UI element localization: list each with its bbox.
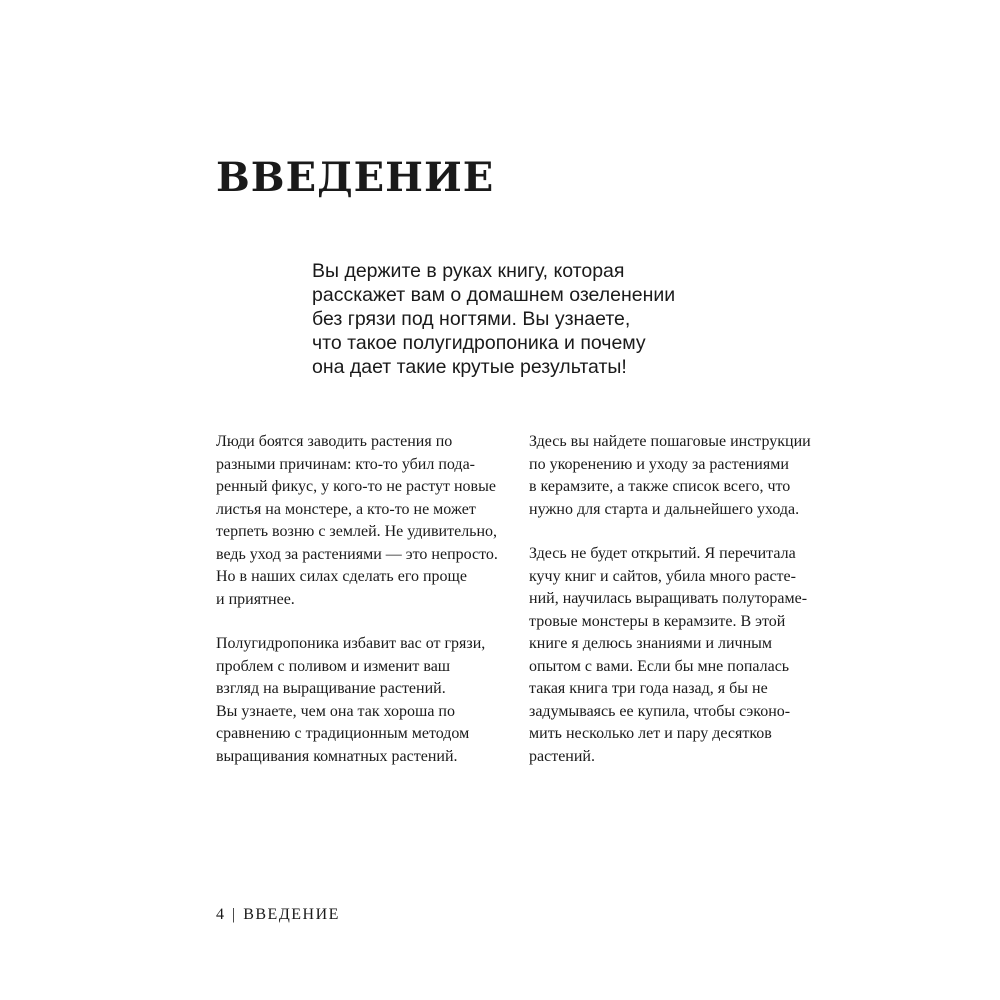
left-paragraph-2 <box>216 633 526 768</box>
text-line: Вы узнаете, чем она так хороша по <box>216 702 455 720</box>
text-line: разными причинам: кто-то убил пода- <box>216 455 475 473</box>
lead-line: без грязи под ногтями. Вы узнаете, <box>312 308 631 330</box>
lead-line: расскажет вам о домашнем озеленении <box>312 284 676 306</box>
text-line: ренный фикус, у кого-то не растут новые <box>216 478 496 495</box>
text-line: книге я делюсь знаниями и личным <box>529 635 773 652</box>
page-footer <box>216 904 340 926</box>
text-line: Здесь вы найдете пошаговые инструкции <box>529 433 811 450</box>
text-line: взгляд на выращивание растений. <box>216 680 446 697</box>
text-line: ний, научилась выращивать полутораме- <box>529 590 808 607</box>
left-paragraph-1 <box>216 431 526 611</box>
text-line: такая книга три года назад, я бы не <box>529 680 768 697</box>
page-number: 4 <box>216 906 224 923</box>
text-line: сравнению с традиционным методом <box>216 725 470 742</box>
lead-line: Вы держите в руках книгу, которая <box>312 260 625 282</box>
text-line: проблем с поливом и изменит ваш <box>216 657 451 675</box>
text-line: терпеть возню с землей. Не удивительно, <box>216 523 498 540</box>
text-line: листья на монстере, а кто-то не может <box>216 500 476 518</box>
text-line: мить несколько лет и пару десятков <box>529 725 772 742</box>
text-line: по укоренению и уходу за растениями <box>529 455 789 473</box>
text-line: опытом с вами. Если бы мне попалась <box>529 657 790 675</box>
text-line: задумываясь ее купила, чтобы сэконо- <box>529 702 791 720</box>
right-column <box>529 431 839 790</box>
text-line: ведь уход за растениями — это непросто. <box>216 545 498 563</box>
right-paragraph-1 <box>529 431 839 521</box>
chapter-title: ВВЕДЕНИЕ <box>216 154 495 201</box>
text-line: в керамзите, а также список всего, что <box>529 478 791 495</box>
lead-line: что такое полугидропоника и почему <box>312 332 646 354</box>
text-line: кучу книг и сайтов, убила много расте- <box>529 567 796 585</box>
text-line: Полугидропоника избавит вас от грязи, <box>216 635 486 652</box>
footer-separator: | <box>232 906 236 923</box>
text-line: Здесь не будет открытий. Я перечитала <box>529 545 796 562</box>
text-line: нужно для старта и дальнейшего ухода. <box>529 500 800 518</box>
text-line: Люди боятся заводить растения по <box>216 433 453 450</box>
lead-paragraph <box>312 259 732 379</box>
text-line: тровые монстеры в керамзите. В этой <box>529 612 786 630</box>
text-line: и приятнее. <box>216 590 295 608</box>
text-line: выращивания комнатных растений. <box>216 747 458 765</box>
text-line: растений. <box>529 747 595 765</box>
lead-line: она дает такие крутые результаты! <box>312 356 627 378</box>
right-paragraph-2 <box>529 543 839 768</box>
running-section-title: ВВЕДЕНИЕ <box>243 906 340 923</box>
left-column <box>216 431 526 790</box>
text-line: Но в наших силах сделать его проще <box>216 568 467 585</box>
